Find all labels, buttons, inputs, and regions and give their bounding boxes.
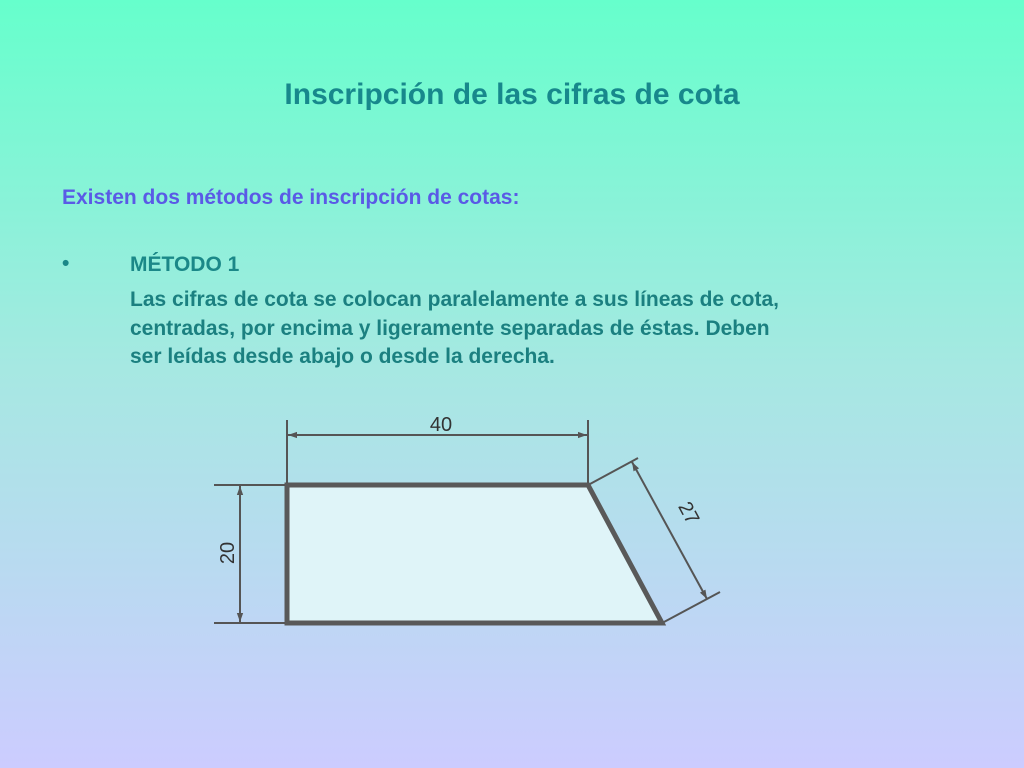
description-line: Las cifras de cota se colocan paralelamente a sus líneas de cota,	[130, 288, 779, 311]
slide-title: Inscripción de las cifras de cota	[284, 78, 740, 111]
dimension-line-slanted	[632, 462, 707, 599]
dimension-value-left: 20	[217, 541, 239, 565]
dimension-value-top: 40	[429, 414, 453, 436]
intro-text: Existen dos métodos de inscripción de cotas:	[62, 186, 520, 209]
extension-line-slanted-bottom	[664, 592, 720, 622]
dimension-value-slanted: 27	[673, 498, 704, 529]
trapezoid-shape	[287, 485, 662, 623]
description-line: ser leídas desde abajo o desde la derecha.	[130, 345, 555, 368]
bullet-marker: •	[62, 252, 70, 275]
description-line: centradas, por encima y ligeramente separadas de éstas. Deben	[130, 316, 770, 340]
method-heading: MÉTODO 1	[130, 253, 240, 276]
extension-line-slanted-top	[590, 458, 638, 484]
